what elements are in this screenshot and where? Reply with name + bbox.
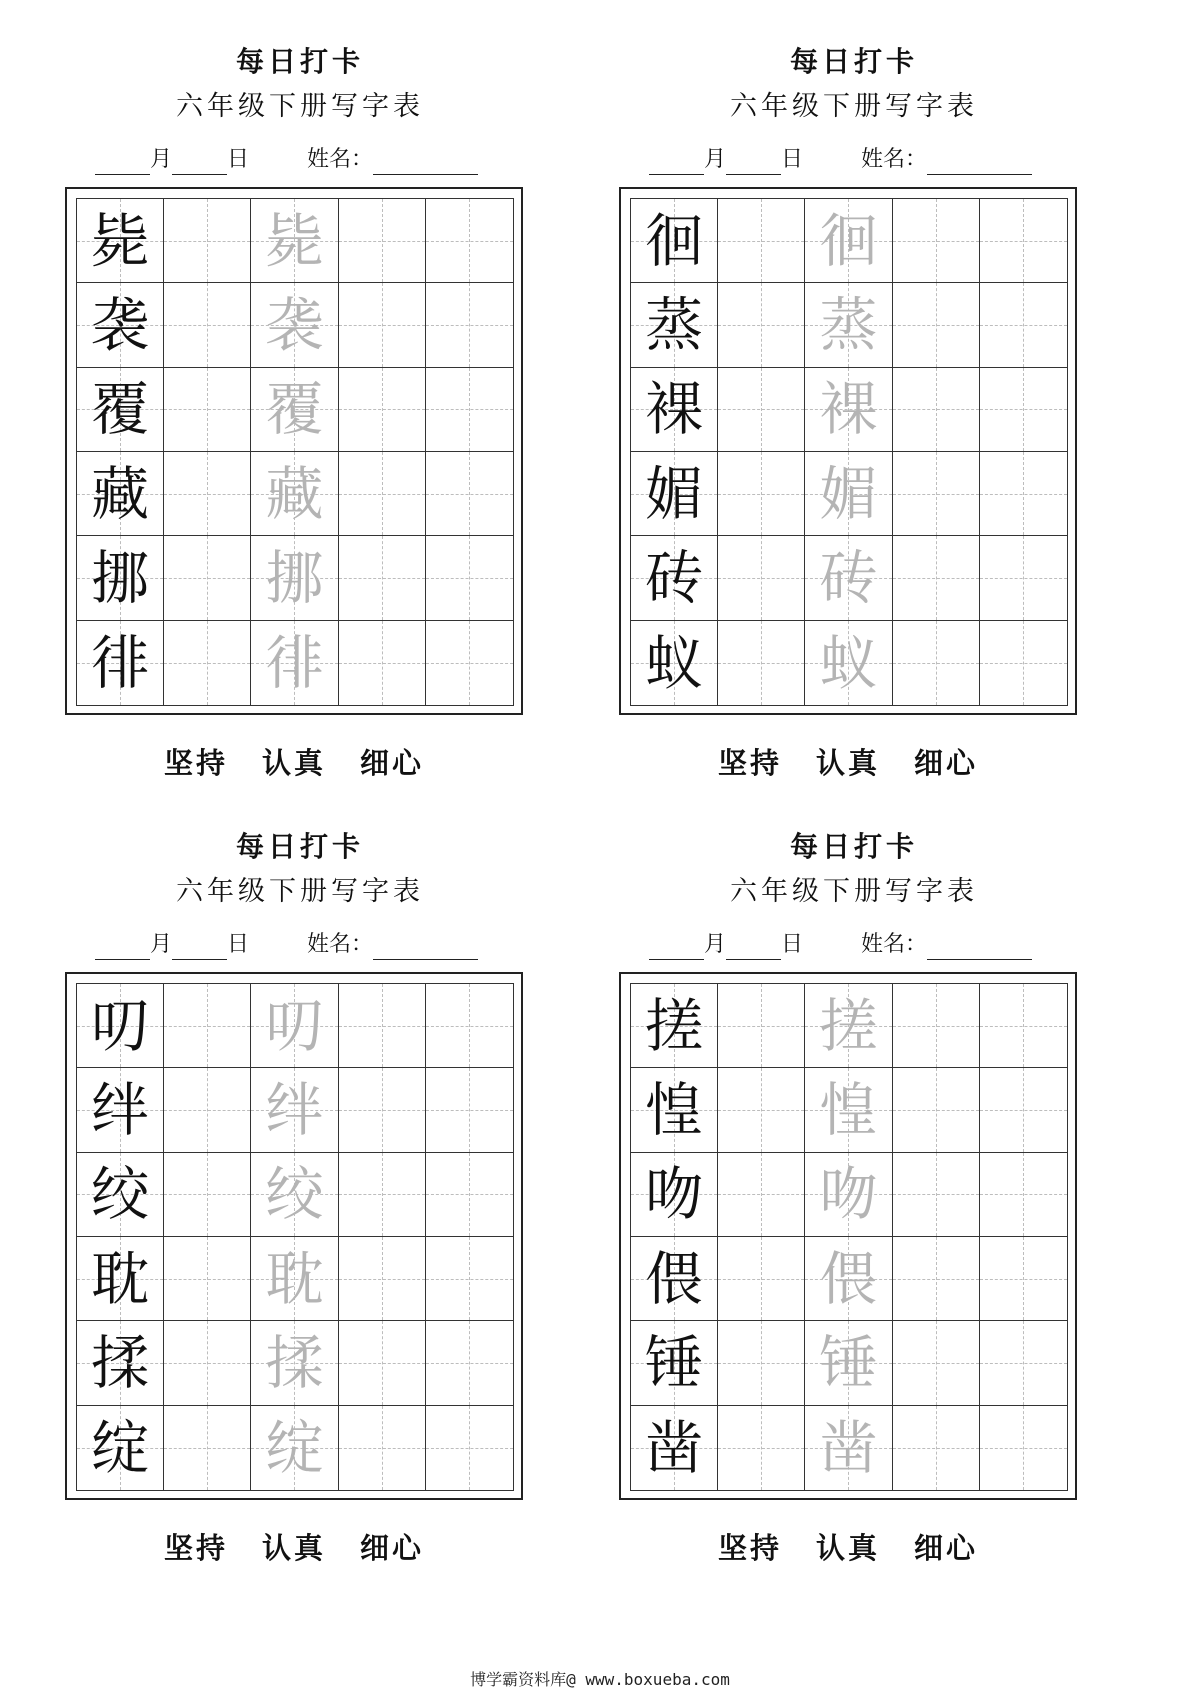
name-blank[interactable] [927, 152, 1032, 175]
grid-cell[interactable] [164, 368, 251, 452]
grid-cell[interactable] [980, 452, 1067, 536]
trace-character: 绊 [265, 1075, 324, 1144]
trace-character: 惶 [819, 1075, 878, 1144]
grid-cell[interactable] [718, 1068, 805, 1152]
month-blank[interactable] [649, 937, 704, 960]
grid-cell [631, 536, 718, 620]
grid-cell[interactable] [805, 1321, 892, 1405]
slogan-careful: 细心 [914, 746, 979, 780]
trace-character: 毙 [265, 206, 324, 275]
writing-grid-frame [65, 187, 523, 715]
grid-cell[interactable] [805, 1153, 892, 1237]
grid-cell[interactable] [893, 1153, 980, 1237]
model-character: 凿 [645, 1413, 704, 1482]
grid-cell[interactable] [426, 1237, 513, 1321]
trace-character: 偎 [819, 1244, 878, 1313]
grid-cell[interactable] [426, 452, 513, 536]
model-character: 惶 [645, 1075, 704, 1144]
model-character: 砖 [645, 543, 704, 612]
grid-cell [77, 199, 164, 283]
grid-cell[interactable] [980, 984, 1067, 1068]
grid-cell[interactable] [805, 1068, 892, 1152]
name-label: 姓名： [307, 147, 374, 172]
grid-cell[interactable] [251, 984, 338, 1068]
model-character: 毙 [91, 206, 150, 275]
trace-character: 耽 [265, 1244, 324, 1313]
trace-character: 绞 [265, 1160, 324, 1229]
grid-cell [631, 283, 718, 367]
model-character: 徊 [645, 206, 704, 275]
slogan-persist: 坚持 [717, 746, 782, 780]
grid-cell [631, 1068, 718, 1152]
sheet-title: 每日打卡 [235, 830, 364, 863]
slogan-careful: 细心 [914, 1531, 979, 1565]
grid-cell [631, 984, 718, 1068]
writing-grid [630, 983, 1068, 1491]
grid-cell[interactable] [718, 283, 805, 367]
grid-cell[interactable] [426, 621, 513, 705]
grid-cell [631, 1406, 718, 1490]
grid-cell [77, 1237, 164, 1321]
trace-character: 藏 [265, 459, 324, 528]
grid-cell[interactable] [339, 621, 426, 705]
day-blank[interactable] [172, 937, 227, 960]
grid-cell[interactable] [339, 1237, 426, 1321]
grid-cell [631, 1321, 718, 1405]
grid-cell[interactable] [164, 1406, 251, 1490]
trace-character: 揉 [265, 1328, 324, 1397]
model-character: 绞 [91, 1160, 150, 1229]
grid-cell[interactable] [426, 984, 513, 1068]
grid-cell[interactable] [980, 283, 1067, 367]
grid-cell[interactable] [426, 1406, 513, 1490]
grid-cell[interactable] [805, 984, 892, 1068]
slogan-careful: 细心 [360, 1531, 425, 1565]
grid-cell[interactable] [805, 283, 892, 367]
model-character: 绊 [91, 1075, 150, 1144]
model-character: 搓 [645, 991, 704, 1060]
grid-cell[interactable] [805, 1237, 892, 1321]
grid-cell[interactable] [426, 1068, 513, 1152]
writing-grid-frame [65, 972, 523, 1500]
writing-grid [630, 198, 1068, 706]
slogans [619, 745, 1077, 781]
slogan-serious: 认真 [815, 746, 880, 780]
grid-cell[interactable] [426, 536, 513, 620]
grid-cell[interactable] [718, 199, 805, 283]
model-character: 蒸 [645, 290, 704, 359]
grid-cell[interactable] [980, 1406, 1067, 1490]
grid-cell[interactable] [251, 1237, 338, 1321]
slogan-serious: 认真 [261, 1531, 326, 1565]
grid-cell[interactable] [718, 1321, 805, 1405]
grid-cell[interactable] [805, 1406, 892, 1490]
month-blank[interactable] [649, 152, 704, 175]
footer-watermark: 博学霸资料库@ www.boxueba.com [470, 1670, 730, 1689]
name-label: 姓名： [861, 932, 928, 957]
grid-cell [77, 536, 164, 620]
model-character: 揉 [91, 1328, 150, 1397]
grid-cell[interactable] [339, 368, 426, 452]
grid-cell[interactable] [893, 1406, 980, 1490]
grid-cell[interactable] [980, 1321, 1067, 1405]
writing-grid [76, 198, 514, 706]
grid-cell[interactable] [718, 368, 805, 452]
day-blank[interactable] [726, 152, 781, 175]
grid-cell[interactable] [164, 1068, 251, 1152]
name-blank[interactable] [373, 937, 478, 960]
grid-cell [77, 452, 164, 536]
name-label: 姓名： [861, 147, 928, 172]
trace-character: 吻 [819, 1160, 878, 1229]
slogan-persist: 坚持 [717, 1531, 782, 1565]
grid-cell[interactable] [893, 199, 980, 283]
day-label: 日 [227, 932, 250, 957]
trace-character: 徊 [819, 206, 878, 275]
grid-cell[interactable] [164, 452, 251, 536]
grid-cell[interactable] [718, 621, 805, 705]
day-blank[interactable] [726, 937, 781, 960]
slogan-serious: 认真 [815, 1531, 880, 1565]
grid-cell[interactable] [980, 1068, 1067, 1152]
grid-cell [77, 1068, 164, 1152]
grid-cell[interactable] [164, 984, 251, 1068]
grid-cell [631, 1153, 718, 1237]
slogan-careful: 细心 [360, 746, 425, 780]
sheet-title: 每日打卡 [789, 830, 918, 863]
grid-cell [631, 452, 718, 536]
grid-cell[interactable] [251, 1068, 338, 1152]
grid-cell [77, 1321, 164, 1405]
grid-cell[interactable] [164, 283, 251, 367]
model-character: 蚁 [645, 628, 704, 697]
grid-cell[interactable] [251, 283, 338, 367]
model-character: 吻 [645, 1160, 704, 1229]
model-character: 耽 [91, 1244, 150, 1313]
day-label: 日 [227, 147, 250, 172]
model-character: 覆 [91, 375, 150, 444]
trace-character: 裸 [819, 375, 878, 444]
grid-cell [77, 1406, 164, 1490]
grid-cell[interactable] [980, 1237, 1067, 1321]
model-character: 绽 [91, 1413, 150, 1482]
trace-character: 搓 [819, 991, 878, 1060]
slogans [619, 1530, 1077, 1566]
trace-character: 蚁 [819, 628, 878, 697]
trace-character: 徘 [265, 628, 324, 697]
trace-character: 锤 [819, 1328, 878, 1397]
grid-cell[interactable] [980, 199, 1067, 283]
date-name-line [649, 930, 1069, 960]
grid-cell[interactable] [980, 536, 1067, 620]
day-label: 日 [781, 932, 804, 957]
name-label: 姓名： [307, 932, 374, 957]
grid-cell[interactable] [164, 1321, 251, 1405]
grid-cell[interactable] [164, 536, 251, 620]
grid-cell[interactable] [251, 1406, 338, 1490]
model-character: 挪 [91, 543, 150, 612]
grid-cell[interactable] [339, 1068, 426, 1152]
date-name-line [649, 145, 1069, 175]
model-character: 偎 [645, 1244, 704, 1313]
grid-cell[interactable] [893, 283, 980, 367]
grid-cell[interactable] [339, 984, 426, 1068]
grid-cell[interactable] [805, 368, 892, 452]
grid-cell[interactable] [718, 1237, 805, 1321]
grid-cell[interactable] [426, 283, 513, 367]
grid-cell [77, 368, 164, 452]
month-blank[interactable] [95, 152, 150, 175]
grid-cell [77, 283, 164, 367]
grid-cell[interactable] [893, 621, 980, 705]
day-label: 日 [781, 147, 804, 172]
grid-cell[interactable] [251, 536, 338, 620]
trace-character: 绽 [265, 1413, 324, 1482]
grid-cell[interactable] [718, 1153, 805, 1237]
model-character: 锤 [645, 1328, 704, 1397]
grid-cell[interactable] [251, 1321, 338, 1405]
grid-cell[interactable] [339, 1406, 426, 1490]
grid-cell[interactable] [805, 621, 892, 705]
model-character: 徘 [91, 628, 150, 697]
sheet-subtitle: 六年级下册写字表 [176, 91, 424, 122]
grid-cell[interactable] [251, 199, 338, 283]
slogan-persist: 坚持 [163, 1531, 228, 1565]
model-character: 藏 [91, 459, 150, 528]
grid-cell[interactable] [718, 452, 805, 536]
trace-character: 蒸 [819, 290, 878, 359]
grid-cell[interactable] [251, 621, 338, 705]
grid-cell[interactable] [164, 1153, 251, 1237]
grid-cell [631, 1237, 718, 1321]
grid-cell[interactable] [805, 452, 892, 536]
grid-cell[interactable] [893, 1237, 980, 1321]
month-blank[interactable] [95, 937, 150, 960]
grid-cell [77, 621, 164, 705]
month-label: 月 [704, 147, 727, 172]
trace-character: 叨 [265, 991, 324, 1060]
grid-cell[interactable] [339, 199, 426, 283]
grid-cell[interactable] [893, 536, 980, 620]
grid-cell[interactable] [339, 452, 426, 536]
trace-character: 挪 [265, 543, 324, 612]
trace-character: 媚 [819, 459, 878, 528]
slogans [65, 745, 523, 781]
sheet-title: 每日打卡 [789, 45, 918, 78]
grid-cell[interactable] [164, 199, 251, 283]
grid-cell[interactable] [805, 199, 892, 283]
slogan-persist: 坚持 [163, 746, 228, 780]
grid-cell[interactable] [339, 1153, 426, 1237]
grid-cell [631, 199, 718, 283]
grid-cell[interactable] [893, 368, 980, 452]
grid-cell[interactable] [339, 536, 426, 620]
date-name-line [95, 930, 515, 960]
grid-cell[interactable] [893, 1321, 980, 1405]
slogans [65, 1530, 523, 1566]
month-label: 月 [150, 932, 173, 957]
day-blank[interactable] [172, 152, 227, 175]
model-character: 媚 [645, 459, 704, 528]
grid-cell [77, 984, 164, 1068]
grid-cell[interactable] [893, 1068, 980, 1152]
trace-character: 袭 [265, 290, 324, 359]
name-blank[interactable] [927, 937, 1032, 960]
grid-cell[interactable] [718, 536, 805, 620]
grid-cell[interactable] [980, 368, 1067, 452]
grid-cell[interactable] [164, 621, 251, 705]
grid-cell[interactable] [893, 452, 980, 536]
model-character: 叨 [91, 991, 150, 1060]
grid-cell[interactable] [893, 984, 980, 1068]
writing-grid-frame [619, 972, 1077, 1500]
grid-cell[interactable] [980, 621, 1067, 705]
grid-cell[interactable] [718, 1406, 805, 1490]
grid-cell[interactable] [164, 1237, 251, 1321]
sheet-subtitle: 六年级下册写字表 [730, 876, 978, 907]
month-label: 月 [150, 147, 173, 172]
grid-cell[interactable] [251, 1153, 338, 1237]
grid-cell[interactable] [426, 1321, 513, 1405]
date-name-line [95, 145, 515, 175]
grid-cell[interactable] [251, 368, 338, 452]
grid-cell [631, 621, 718, 705]
grid-cell[interactable] [251, 452, 338, 536]
sheet-title: 每日打卡 [235, 45, 364, 78]
grid-cell[interactable] [426, 199, 513, 283]
grid-cell[interactable] [718, 984, 805, 1068]
trace-character: 砖 [819, 543, 878, 612]
grid-cell[interactable] [805, 536, 892, 620]
sheet-subtitle: 六年级下册写字表 [176, 876, 424, 907]
grid-cell[interactable] [426, 368, 513, 452]
grid-cell [77, 1153, 164, 1237]
grid-cell[interactable] [426, 1153, 513, 1237]
grid-cell[interactable] [980, 1153, 1067, 1237]
model-character: 袭 [91, 290, 150, 359]
model-character: 裸 [645, 375, 704, 444]
name-blank[interactable] [373, 152, 478, 175]
writing-grid [76, 983, 514, 1491]
month-label: 月 [704, 932, 727, 957]
grid-cell [631, 368, 718, 452]
writing-grid-frame [619, 187, 1077, 715]
sheet-subtitle: 六年级下册写字表 [730, 91, 978, 122]
trace-character: 凿 [819, 1413, 878, 1482]
grid-cell[interactable] [339, 283, 426, 367]
trace-character: 覆 [265, 375, 324, 444]
grid-cell[interactable] [339, 1321, 426, 1405]
slogan-serious: 认真 [261, 746, 326, 780]
